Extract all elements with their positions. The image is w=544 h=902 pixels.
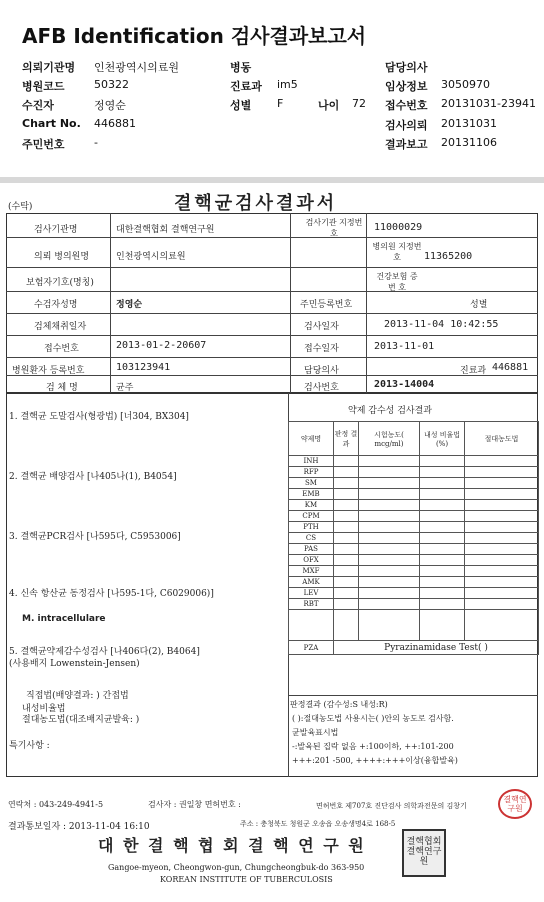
col-drug: 약제명	[289, 422, 334, 456]
divider	[0, 177, 544, 183]
form-tag: (수탁)	[8, 202, 33, 212]
label-institution: 의뢰기관명	[22, 61, 76, 74]
value-name: 정영순	[116, 300, 143, 310]
label-sex: 성별	[230, 99, 252, 112]
label-req: 의뢰 병의원명	[34, 252, 90, 262]
label-recv-date: 접수일자	[304, 344, 339, 354]
drug-amk: AMK	[289, 577, 334, 588]
drug-rbt: RBT	[289, 599, 334, 610]
legend-1: 판정결과 (감수성:S 내성:R)	[290, 700, 388, 709]
drug-mxf: MXF	[289, 566, 334, 577]
value-recv-date: 2013-11-01	[374, 341, 435, 352]
value-pat-no: 103123941	[116, 362, 171, 373]
col-absolute: 절대농도법	[465, 422, 539, 456]
footer-org-en: KOREAN INSTITUTE OF TUBERCULOSIS	[160, 875, 333, 884]
value-recv-no: 2013-01-2-20607	[116, 340, 207, 351]
label-request-date: 검사의뢰	[385, 119, 428, 132]
section-dst-medium: (사용배지 Lowenstein-Jensen)	[9, 659, 140, 669]
info-grid	[6, 213, 538, 393]
value-dept-form: 446881	[492, 362, 529, 373]
label-ward: 병동	[230, 61, 252, 74]
label-ins: 보험자기호(명칭)	[26, 278, 94, 288]
label-ins-no: 건강보험 증 번 호	[376, 272, 418, 292]
section-dst: 5. 결핵균약제감수성검사 [나406다(2), B4064]	[9, 647, 200, 657]
col-ratio: 내성 비율법(%)	[420, 422, 465, 456]
value-test-no: 2013-14004	[374, 379, 435, 390]
scanned-result-form	[4, 189, 540, 889]
label-name: 수검자성명	[34, 300, 78, 310]
drug-km: KM	[289, 500, 334, 511]
col-result: 판정 결과	[334, 422, 359, 456]
label-rrn-form: 주민등록번호	[300, 300, 353, 310]
label-specimen: 검 체 명	[46, 383, 78, 393]
value-hospital-code: 50322	[94, 78, 129, 91]
value-inst-no: 11000029	[374, 222, 423, 233]
drug-emb: EMB	[289, 489, 334, 500]
red-stamp: 결핵연구원	[498, 789, 532, 819]
label-age: 나이	[318, 99, 340, 112]
value-req: 인천광역시의료원	[116, 252, 186, 262]
form-title: 결핵균검사결과서	[174, 193, 338, 214]
legend-5: +++:201 -500, ++++:+++이상(융합발육)	[292, 756, 458, 765]
value-institution: 인천광역시의료원	[94, 61, 180, 74]
label-sex-form: 성별	[470, 300, 488, 310]
label-pat-no: 병원환자 등록번호	[12, 366, 85, 376]
value-specimen: 균주	[116, 383, 134, 393]
value-inst: 대한결핵협회 결핵연구원	[116, 225, 215, 235]
value-chart-no: 446881	[94, 117, 136, 130]
label-hospital-code: 병원코드	[22, 80, 65, 93]
value-clinical-info: 3050970	[441, 78, 490, 91]
identification-result: M. intracellulare	[22, 614, 106, 624]
drug-ofx: OFX	[289, 555, 334, 566]
label-inst: 검사기관명	[34, 225, 78, 235]
label-test-no: 검사번호	[304, 383, 339, 393]
section-pcr: 3. 결핵균PCR검사 [나595다, C5953006]	[9, 532, 181, 542]
label-chart-no: Chart No.	[22, 117, 81, 130]
label-doctor: 담당의사	[385, 61, 428, 74]
drug-pza: PZA	[289, 641, 334, 655]
value-receipt-no: 20131031-23941	[441, 97, 536, 110]
suscept-title: 약제 감수성 검사결과	[348, 406, 432, 416]
direct-method: 직접법(배양결과: ) 간접법	[26, 691, 129, 701]
label-clinical-info: 임상정보	[385, 80, 428, 93]
drug-pas: PAS	[289, 544, 334, 555]
section-smear: 1. 결핵균 도말검사(형광법) [너304, BX304]	[9, 412, 189, 422]
drug-lev: LEV	[289, 588, 334, 599]
value-req-no: 11365200	[424, 251, 473, 262]
drug-cpm: CPM	[289, 511, 334, 522]
footer-report-date: 결과통보일자 : 2013-11-04 16:10	[8, 822, 150, 832]
label-inst-no: 검사기관 지정번호	[305, 218, 363, 238]
label-patient: 수진자	[22, 99, 54, 112]
label-report-date: 결과보고	[385, 138, 428, 151]
label-test-date: 검사일자	[304, 322, 339, 332]
legend-2: ( ):절대농도법 사용시는( )안의 농도로 검사함.	[292, 714, 454, 723]
footer-contact: 연락처 : 043-249-4941-5	[8, 800, 104, 809]
footer-license: 면허번호 제707호 진단검사 의학과전문의 김창기	[316, 802, 467, 810]
label-req-no: 병의원 지정번호	[372, 242, 422, 262]
drug-pth: PTH	[289, 522, 334, 533]
section-identification: 4. 신속 항산균 동정검사 [나595-1다, C6029006)]	[9, 589, 214, 599]
label-dept-form: 진료과	[460, 366, 487, 376]
legend-3: 균발육표시법	[292, 728, 339, 737]
value-sex: F	[277, 97, 284, 110]
footer-address: 주소 : 충청북도 청원군 오송읍 오송생명4로 168-5	[240, 820, 396, 828]
absolute-method: 절대농도법(대조배지균발육: )	[22, 715, 140, 725]
drug-rfp: RFP	[289, 467, 334, 478]
value-report-date: 20131106	[441, 136, 497, 149]
label-collect: 검체채취일자	[34, 322, 87, 332]
page-title: AFB Identification 검사결과보고서	[22, 24, 367, 48]
special-notes: 특기사항 :	[9, 741, 50, 751]
footer-examiner: 검사자 : 권일창 면허번호 :	[148, 800, 241, 809]
label-recv-no: 접수번호	[44, 344, 79, 354]
official-seal: 결핵협회결핵연구원	[402, 829, 446, 877]
resist-ratio-method: 내성비율법	[22, 704, 66, 714]
pza-test: Pyrazinamidase Test( )	[334, 641, 539, 655]
susceptibility-table	[288, 421, 539, 655]
label-rrn: 주민번호	[22, 138, 65, 151]
value-rrn: -	[94, 136, 98, 149]
value-test-date: 2013-11-04 10:42:55	[384, 319, 499, 330]
section-culture: 2. 결핵균 배양검사 [나405나(1), B4054]	[9, 472, 177, 482]
drug-cs: CS	[289, 533, 334, 544]
legend-4: -:발육된 집락 없음 +:100이하, ++:101-200	[292, 742, 454, 751]
drug-inh: INH	[289, 456, 334, 467]
value-dept: im5	[277, 78, 298, 91]
label-dept: 진료과	[230, 80, 262, 93]
value-age: 72	[352, 97, 366, 110]
footer-org: 대 한 결 핵 협 회 결 핵 연 구 원	[98, 836, 366, 855]
col-concentration: 시험농도( mcg/ml)	[359, 422, 420, 456]
value-request-date: 20131031	[441, 117, 497, 130]
drug-sm: SM	[289, 478, 334, 489]
label-receipt-no: 접수번호	[385, 99, 428, 112]
footer-org-addr: Gangoe-myeon, Cheongwon-gun, Chungcheongbuk-do 363-950	[108, 863, 365, 872]
value-patient: 정영순	[94, 99, 126, 112]
label-doctor-form: 담당의사	[304, 366, 339, 376]
